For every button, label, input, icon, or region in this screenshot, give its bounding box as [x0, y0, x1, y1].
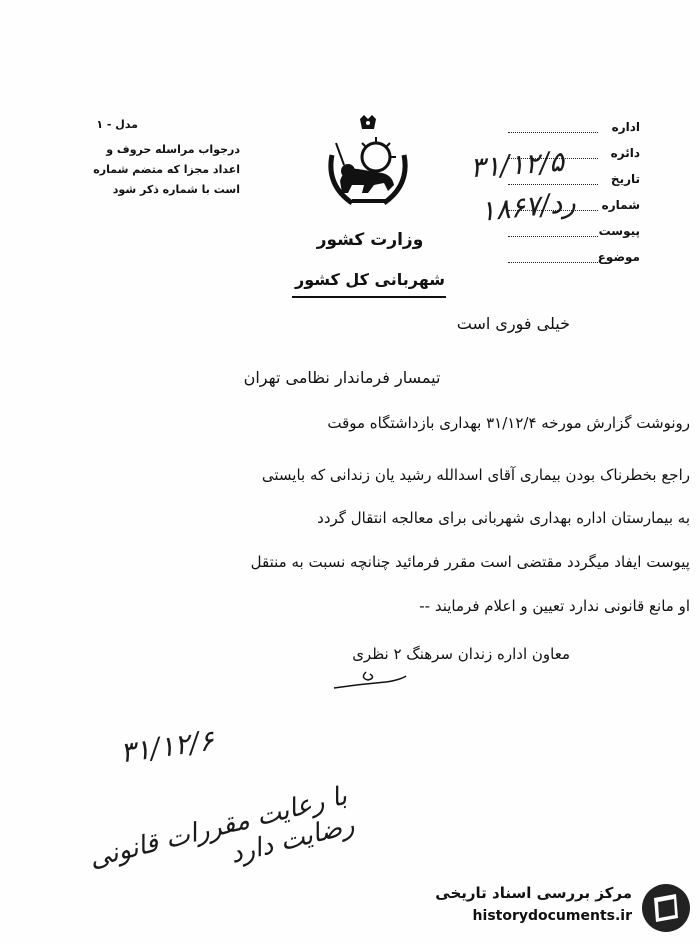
lion-and-sun-emblem-icon: [322, 115, 412, 215]
signer-name: معاون اداره زندان سرهنگ ۲ نظری: [352, 645, 570, 663]
body-line-4: پیوست ایفاد میگردد مقتضی است مقرر فرمائید چنانچه نسبت به منتقل: [250, 553, 690, 571]
urgency-note: خیلی فوری است: [456, 314, 570, 333]
watermark-title: مرکز بررسی اسناد تاریخی: [435, 884, 632, 902]
body-line-1: رونوشت گزارش مورخه ۳۱/۱۲/۴ بهداری بازداشتگاه موقت: [327, 414, 690, 432]
office-title: شهربانی کل کشور: [294, 270, 445, 289]
form-number: مدل - ۱: [96, 118, 138, 131]
field-number: شماره: [500, 194, 640, 220]
handwritten-number: ۱۸۶۷/رد: [478, 185, 578, 228]
handwritten-date-bottom: ۳۱/۱۲/۶: [118, 723, 216, 770]
signature-scribble: [330, 666, 410, 696]
ministry-title: وزارت کشور: [316, 230, 424, 250]
handwritten-date: ۳۱/۱۲/۵: [468, 144, 566, 185]
body-line-5: او مانع قانونی ندارد تعیین و اعلام فرمایند --: [419, 597, 690, 615]
field-office: اداره: [500, 116, 640, 142]
field-subject: موضوع: [500, 246, 640, 272]
addressee: تیمسار فرماندار نظامی تهران: [243, 368, 441, 387]
watermark: [410, 880, 692, 936]
field-department: دائره: [500, 142, 640, 168]
title-underline: [292, 296, 446, 298]
reply-instruction-note: درجواب مراسله حروف و اعداد مجزا که متضم شماره است با شماره ذکر شود: [93, 143, 240, 196]
watermark-url: historydocuments.ir: [472, 908, 632, 924]
body-line-3: به بیمارستان اداره بهداری شهربانی برای معالجه انتقال گردد: [317, 509, 690, 527]
body-line-2: راجع بخطرناک بودن بیماری آقای اسدالله رشید یان زندانی که بایستی: [261, 466, 690, 484]
handwritten-note-bottom: با رعایت مقررات قانونی رضایت دارد: [86, 780, 358, 874]
field-attachment: پیوست: [500, 220, 640, 246]
archive-logo-icon: [640, 882, 692, 934]
field-date: تاریخ: [500, 168, 640, 194]
